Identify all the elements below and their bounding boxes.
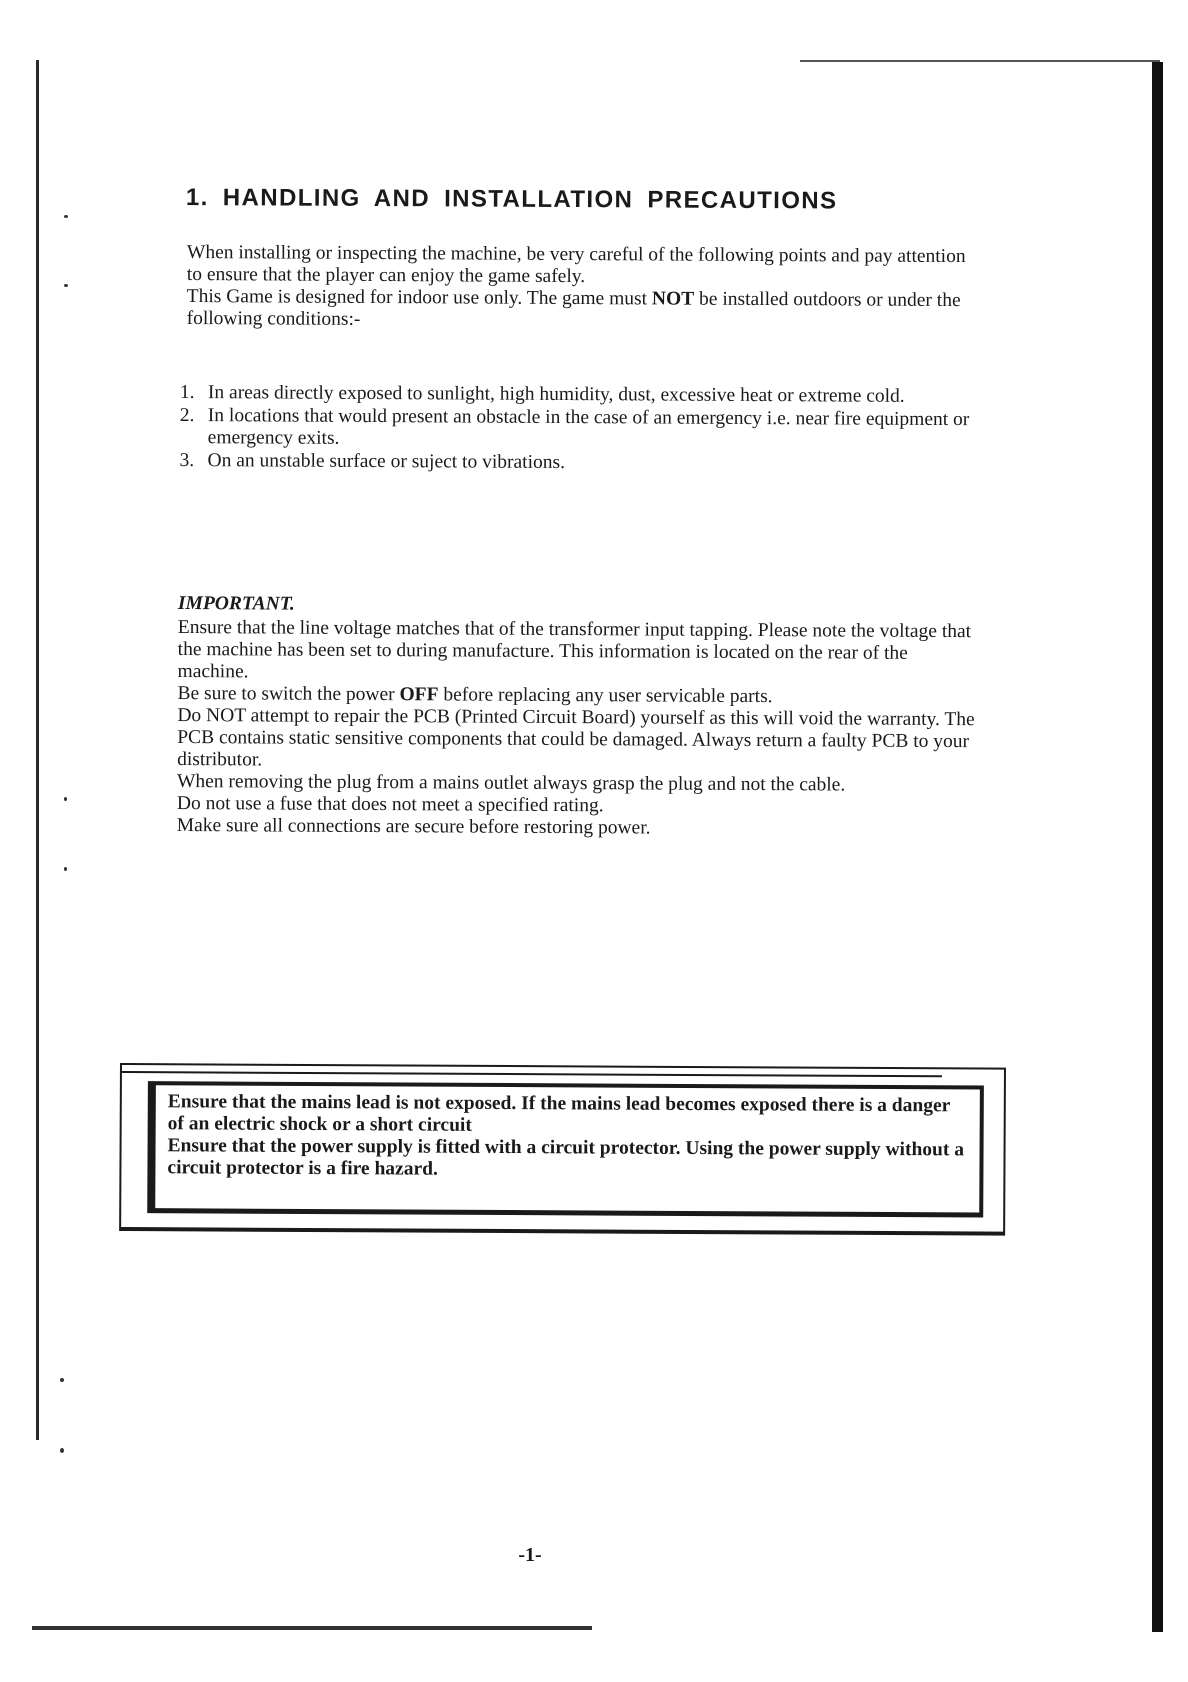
page-number: -1- [518, 1544, 542, 1566]
off-emphasis: OFF [399, 684, 439, 706]
important-section [177, 593, 978, 841]
list-item [180, 382, 980, 408]
voltage-paragraph: Ensure that the line voltage matches that of the transformer input tapping. Please note the voltage that the machine has been set to during manufacture. This information is located on the rear of the machine. [177, 616, 972, 683]
connections-paragraph: Make sure all connections are secure before restoring power. [176, 814, 651, 839]
power-off-text: Be sure to switch the power [177, 682, 400, 706]
indoor-use-text-end: be installed outdoors or under the following conditions:- [186, 288, 961, 330]
list-item [180, 450, 980, 476]
scan-edge-right [1152, 62, 1163, 1632]
section-heading: 1. HANDLING AND INSTALLATION PRECAUTIONS [185, 184, 838, 215]
list-item-number: 1. [179, 382, 195, 404]
intro-text [187, 242, 977, 334]
scan-edge-top [800, 60, 1160, 62]
scan-speck [64, 797, 67, 801]
scan-speck [64, 215, 68, 218]
scan-speck [60, 1378, 64, 1382]
indoor-use-text: This Game is designed for indoor use only. The game must [186, 285, 652, 310]
scan-edge-bottom [32, 1626, 592, 1630]
conditions-list [180, 382, 980, 477]
not-emphasis: NOT [651, 288, 695, 310]
important-heading: IMPORTANT. [177, 593, 295, 615]
mains-lead-warning: Ensure that the mains lead is not exposed. If the mains lead becomes exposed there is a danger of an electric shock or a short circuit [167, 1091, 951, 1136]
list-item-number: 3. [179, 449, 195, 472]
circuit-protector-warning: Ensure that the power supply is fitted with a circuit protector. Using the power supply without a circuit protector is a fire hazard. [167, 1135, 965, 1180]
power-off-text-end: before replacing any user servicable parts. [438, 684, 773, 708]
scan-speck [60, 1448, 64, 1453]
warning-box-inner [147, 1081, 984, 1217]
intro-paragraph: When installing or inspecting the machine, be very careful of the following points and pay attention to ensure that the player can enjoy the game safely. [186, 242, 966, 288]
list-item-text: In locations that would present an obstacle in the case of an emergency i.e. near fire equipment or emergency exits. [207, 405, 970, 449]
scan-speck [64, 284, 68, 287]
scan-edge-left [36, 60, 39, 1440]
warning-box [119, 1063, 1006, 1236]
list-item-text: In areas directly exposed to sunlight, high humidity, dust, excessive heat or extreme cold. [207, 382, 905, 407]
list-item-number: 2. [179, 404, 195, 427]
indoor-use-paragraph [187, 286, 977, 334]
scan-speck [64, 867, 67, 871]
list-item [180, 405, 980, 453]
list-item-text: On an unstable surface or suject to vibrations. [207, 450, 566, 474]
fuse-paragraph: Do not use a fuse that does not meet a specified rating. [176, 792, 604, 817]
pcb-paragraph: Do NOT attempt to repair the PCB (Printed Circuit Board) yourself as this will void the warranty. The PCB contains static sensitive components that could be damaged. Always return a faulty PCB to your distributor. [177, 704, 975, 771]
plug-paragraph: When removing the plug from a mains outlet always grasp the plug and not the cable. [176, 770, 846, 796]
